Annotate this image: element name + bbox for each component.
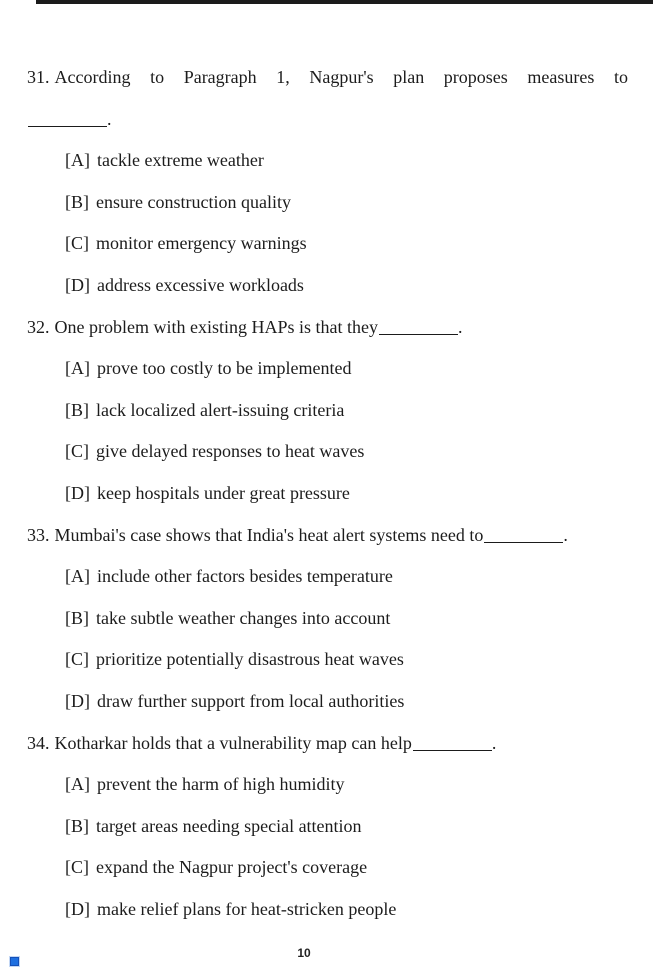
option-row (27, 223, 628, 265)
option-text: lack localized alert-issuing criteria (96, 399, 345, 420)
question-number: 33. (27, 524, 50, 545)
blank-suffix: . (563, 524, 568, 545)
option-row (27, 598, 628, 640)
option-row (27, 431, 628, 473)
answer-blank (28, 125, 107, 127)
question-stem-line (27, 515, 628, 557)
answer-blank (484, 541, 563, 543)
answer-blank (379, 333, 458, 335)
option-label: [B] (65, 607, 89, 628)
question-stem-line (27, 723, 628, 765)
question-number: 31. (27, 67, 50, 87)
option-label: [C] (65, 233, 89, 254)
option-text: prevent the harm of high humidity (97, 774, 345, 795)
option-row (27, 847, 628, 889)
question-block-34 (27, 723, 628, 931)
option-text: include other factors besides temperature (97, 566, 393, 587)
option-label: [C] (65, 649, 89, 670)
option-row (27, 390, 628, 432)
option-text: tackle extreme weather (97, 150, 264, 171)
option-row (27, 639, 628, 681)
question-stem: One problem with existing HAPs is that they (54, 316, 378, 337)
question-number: 34. (27, 732, 50, 753)
question-stem: Mumbai's case shows that India's heat alert systems need to (54, 524, 484, 545)
option-label: [B] (65, 191, 89, 212)
option-row (27, 889, 628, 931)
option-row (27, 182, 628, 224)
page-number: 10 (297, 946, 311, 960)
question-stem: Kotharkar holds that a vulnerability map can help (54, 732, 412, 753)
option-label: [C] (65, 857, 89, 878)
option-row (27, 681, 628, 723)
option-text: make relief plans for heat-stricken people (97, 898, 397, 919)
option-text: address excessive workloads (97, 274, 304, 295)
option-text: expand the Nagpur project's coverage (96, 857, 368, 878)
answer-blank-line (27, 99, 628, 141)
option-row (27, 473, 628, 515)
option-label: [C] (65, 441, 89, 462)
question-block-33 (27, 515, 628, 723)
option-text: prioritize potentially disastrous heat waves (96, 649, 404, 670)
option-row (27, 140, 628, 182)
blank-suffix: . (107, 108, 112, 129)
questions-list (27, 57, 628, 930)
answer-blank (413, 749, 492, 751)
option-label: [A] (65, 150, 90, 171)
option-text: prove too costly to be implemented (97, 358, 352, 379)
option-text: take subtle weather changes into account (96, 607, 391, 628)
option-label: [D] (65, 898, 90, 919)
option-text: ensure construction quality (96, 191, 291, 212)
option-label: [D] (65, 690, 90, 711)
option-text: keep hospitals under great pressure (97, 482, 350, 503)
option-text: target areas needing special attention (96, 815, 362, 836)
option-label: [B] (65, 399, 89, 420)
option-text: draw further support from local authorities (97, 690, 405, 711)
question-block-31 (27, 57, 628, 307)
option-row (27, 348, 628, 390)
option-row (27, 806, 628, 848)
question-number: 32. (27, 316, 50, 337)
option-row (27, 764, 628, 806)
option-label: [A] (65, 774, 90, 795)
question-stem-line (27, 307, 628, 349)
blank-suffix: . (457, 316, 463, 337)
option-text: give delayed responses to heat waves (96, 441, 365, 462)
top-rule (36, 0, 653, 4)
option-text: monitor emergency warnings (96, 233, 307, 254)
question-block-32 (27, 307, 628, 515)
option-label: [A] (65, 358, 90, 379)
option-label: [B] (65, 815, 89, 836)
blank-suffix: . (491, 732, 497, 753)
option-row (27, 265, 628, 307)
option-label: [D] (65, 482, 90, 503)
option-label: [A] (65, 566, 90, 587)
option-label: [D] (65, 274, 90, 295)
question-stem: According to Paragraph 1, Nagpur's plan proposes measures to (54, 67, 628, 87)
option-row (27, 556, 628, 598)
question-stem-line (27, 57, 628, 99)
